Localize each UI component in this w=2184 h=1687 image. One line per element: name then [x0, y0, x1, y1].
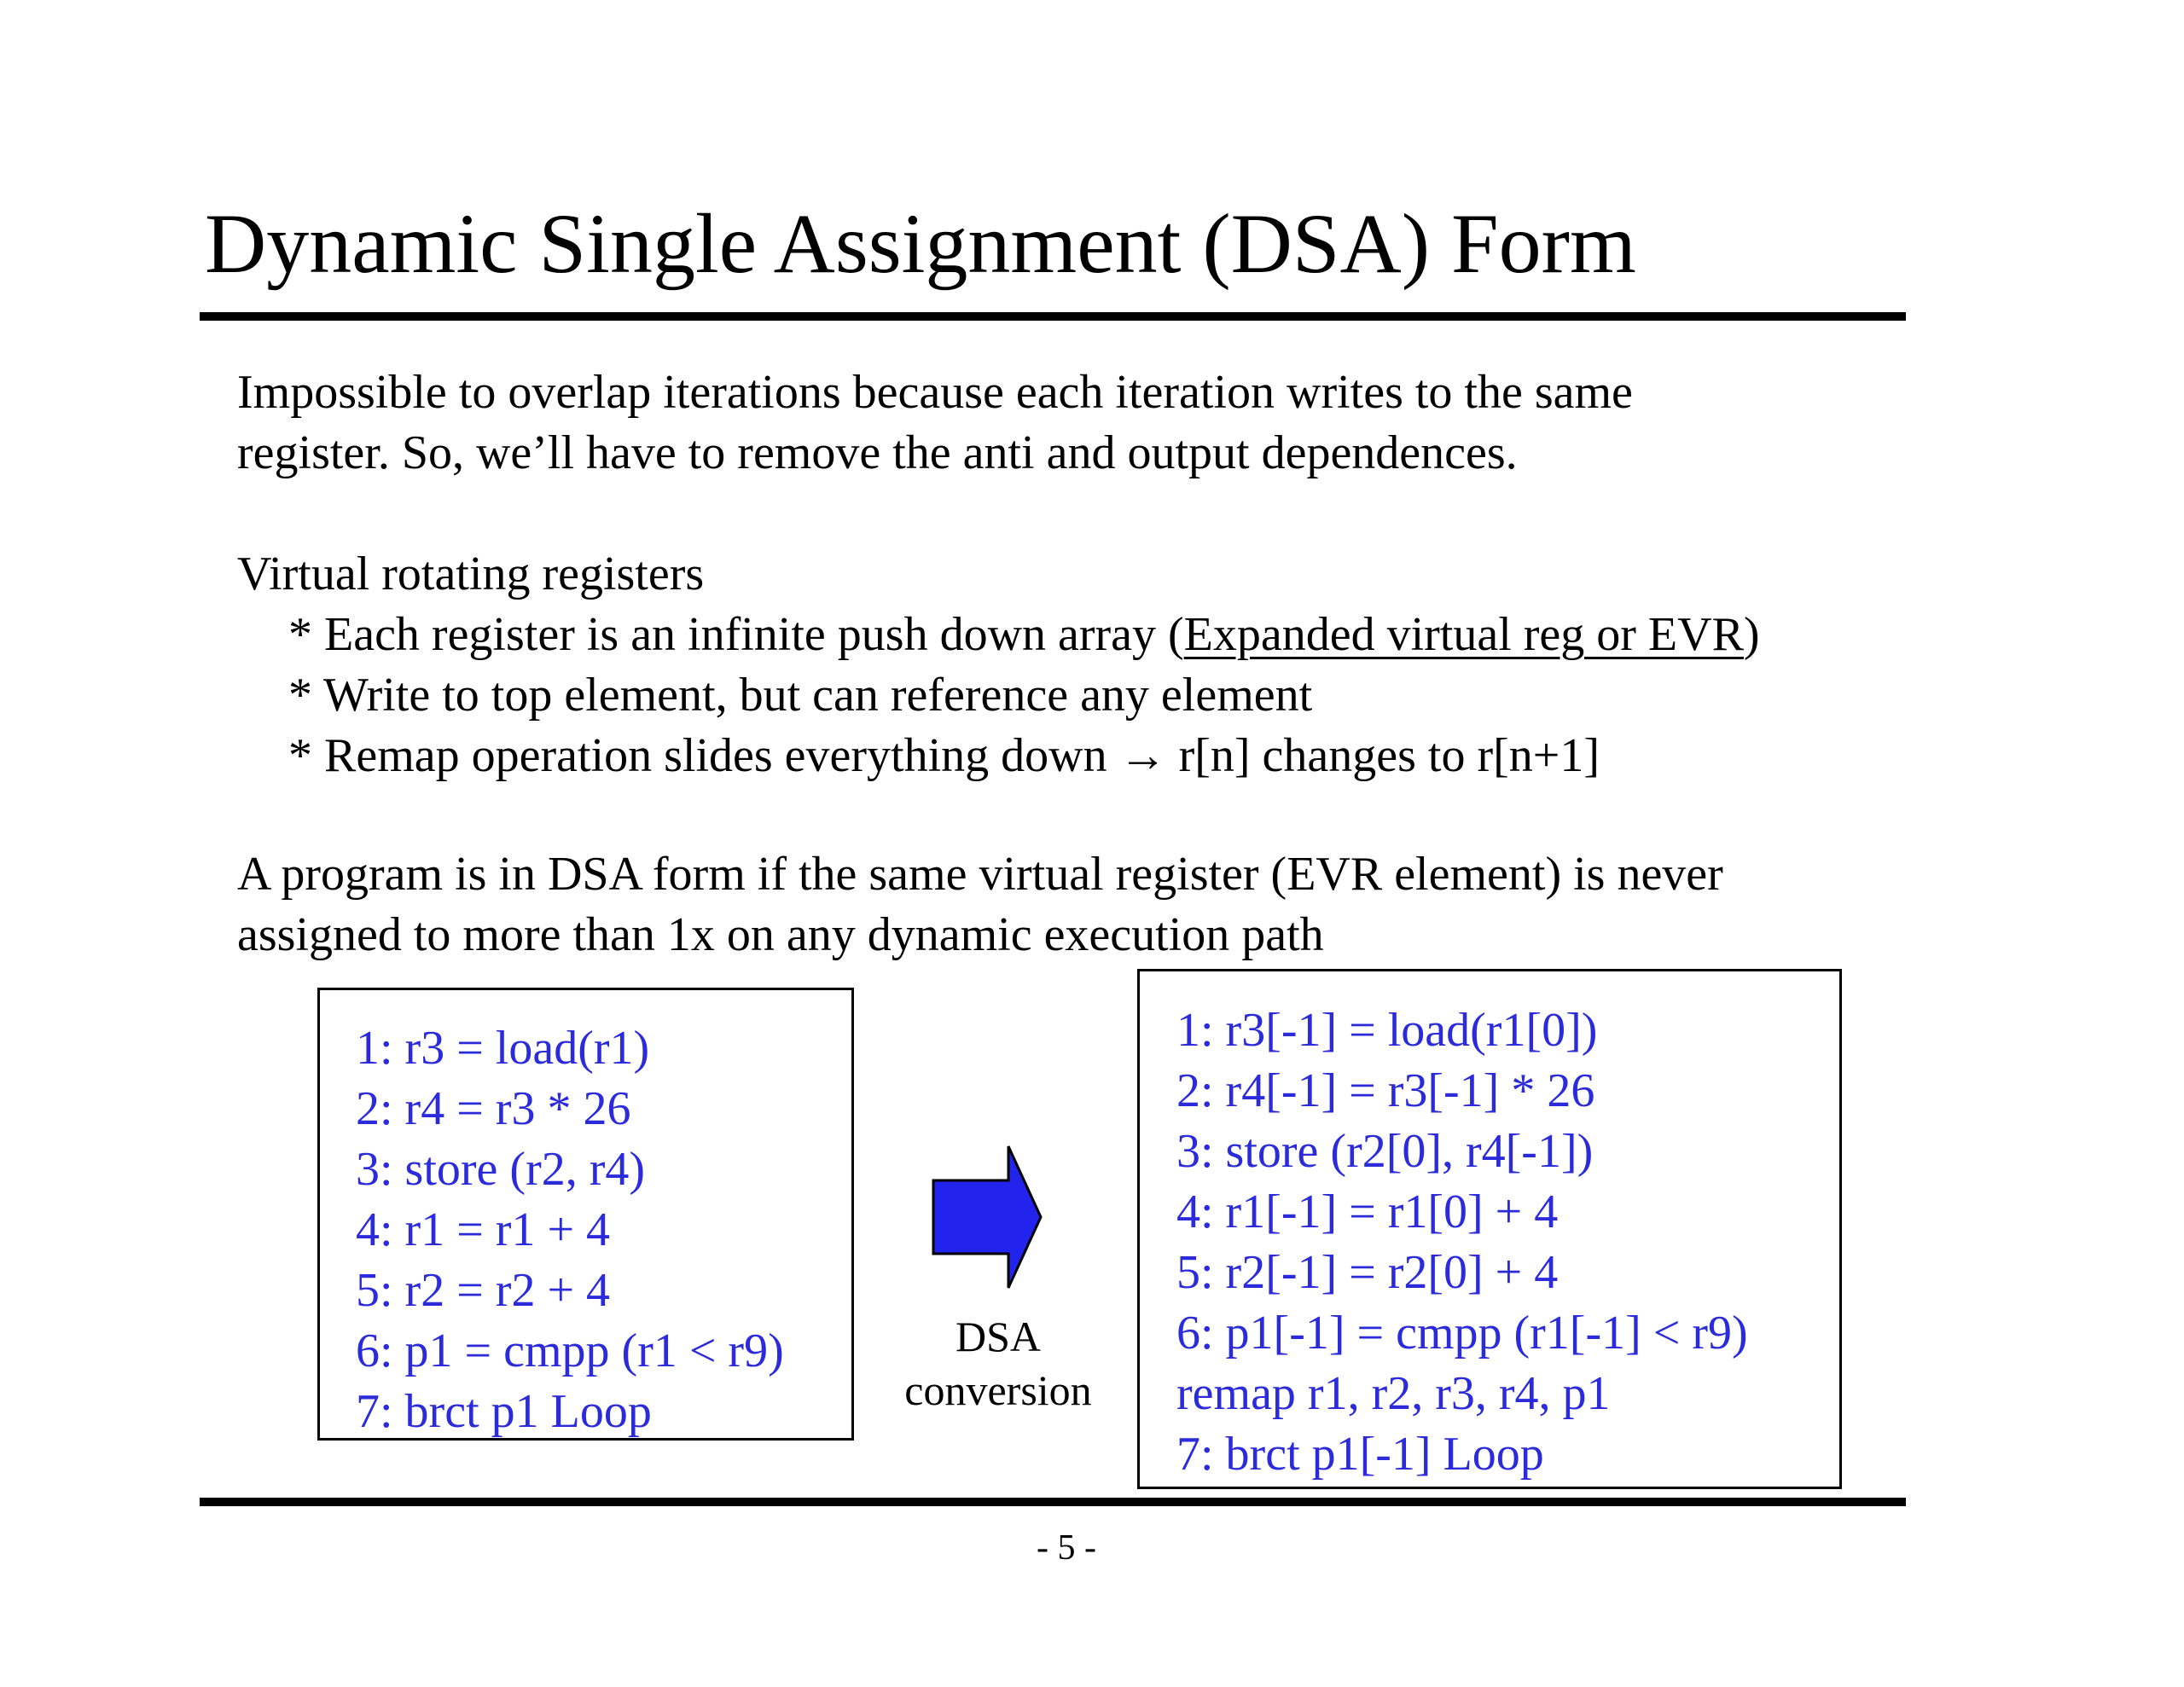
intro-paragraph	[237, 362, 1633, 484]
bullet-3-prefix: * Remap operation slides everything down	[288, 729, 1107, 782]
original-code-line: 4: r1 = r1 + 4	[356, 1203, 611, 1256]
conversion-label-line-1: DSA	[955, 1313, 1042, 1360]
arrow-shape	[933, 1146, 1041, 1288]
original-code-line: 5: r2 = r2 + 4	[356, 1264, 611, 1317]
definition-line-2: assigned to more than 1x on any dynamic execution path	[237, 908, 1324, 961]
intro-line-2: register. So, we’ll have to remove the anti and output dependences.	[237, 426, 1518, 479]
dsa-code-line: 7: brct p1[-1] Loop	[1176, 1428, 1544, 1481]
implies-arrow-icon: →	[1118, 729, 1167, 782]
page-number: - 5 -	[1037, 1528, 1096, 1568]
slide-title: Dynamic Single Assignment (DSA) Form	[205, 196, 1636, 291]
footer-divider	[200, 1498, 1906, 1506]
original-code-line: 1: r3 = load(r1)	[356, 1022, 650, 1075]
conversion-label	[887, 1310, 1109, 1417]
bullet-write-top: * Write to top element, but can reference any element	[288, 669, 1313, 722]
bullet-3-suffix: r[n] changes to r[n+1]	[1178, 729, 1600, 782]
dsa-code-line: 4: r1[-1] = r1[0] + 4	[1176, 1186, 1559, 1238]
dsa-code-line: 2: r4[-1] = r3[-1] * 26	[1176, 1064, 1595, 1117]
dsa-code-line: remap r1, r2, r3, r4, p1	[1176, 1367, 1611, 1420]
bullet-1-suffix: )	[1743, 608, 1760, 661]
original-code-line: 6: p1 = cmpp (r1 < r9)	[356, 1325, 784, 1377]
conversion-label-line-2: conversion	[904, 1366, 1092, 1414]
right-arrow-icon	[932, 1145, 1043, 1290]
dsa-definition	[237, 844, 1723, 965]
dsa-code-line: 1: r3[-1] = load(r1[0])	[1176, 1004, 1598, 1057]
rotating-registers-heading: Virtual rotating registers	[237, 548, 705, 600]
dsa-code-line: 6: p1[-1] = cmpp (r1[-1] < r9)	[1176, 1307, 1748, 1359]
original-code-line: 7: brct p1 Loop	[356, 1385, 652, 1438]
original-code-line: 2: r4 = r3 * 26	[356, 1082, 631, 1135]
bullet-remap	[237, 726, 1760, 786]
original-code-line: 3: store (r2, r4)	[356, 1143, 646, 1196]
original-code-box	[317, 988, 854, 1441]
evr-term: Expanded virtual reg or EVR	[1183, 608, 1744, 661]
bullet-1-prefix: * Each register is an infinite push down array (	[288, 608, 1184, 661]
rotating-registers-section	[237, 544, 1760, 786]
title-divider	[200, 312, 1906, 321]
dsa-code-line: 5: r2[-1] = r2[0] + 4	[1176, 1246, 1559, 1299]
intro-line-1: Impossible to overlap iterations because each iteration writes to the same	[237, 366, 1633, 419]
bullet-infinite-array	[237, 605, 1760, 665]
definition-line-1: A program is in DSA form if the same virtual register (EVR element) is never	[237, 848, 1723, 901]
dsa-code-line: 3: store (r2[0], r4[-1])	[1176, 1125, 1594, 1178]
dsa-code-box	[1137, 969, 1842, 1489]
